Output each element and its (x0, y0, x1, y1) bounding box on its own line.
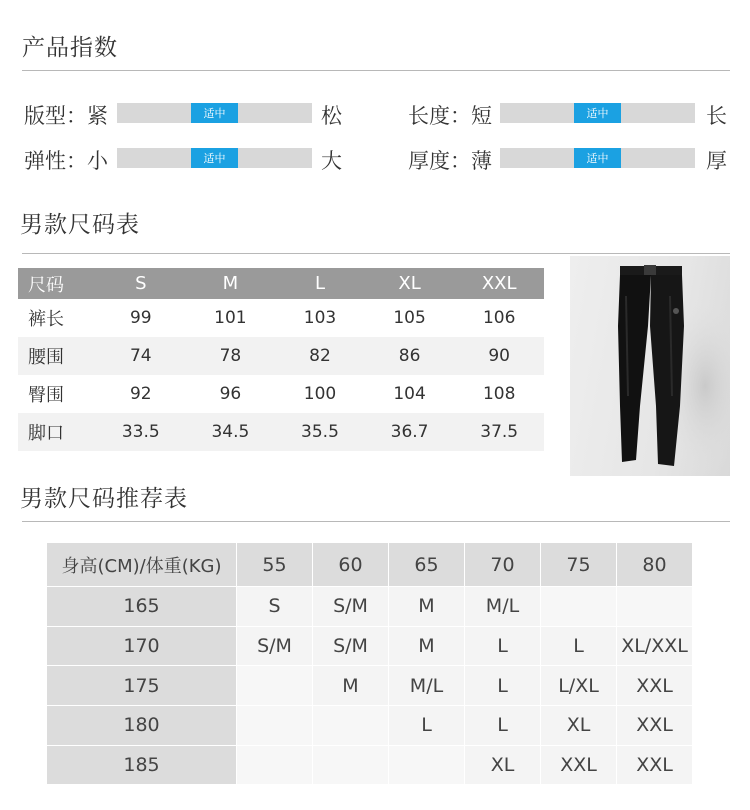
section-title-index: 产品指数 (22, 35, 118, 61)
table-row (18, 413, 544, 451)
recommend-cell (389, 746, 464, 785)
recommend-cell: XXL (541, 746, 616, 785)
recommend-cell (617, 587, 692, 626)
table-row (18, 375, 544, 413)
size-cell: 37.5 (454, 413, 544, 451)
size-cell: 92 (129, 384, 152, 404)
recommend-cell: S/M (313, 587, 388, 626)
weight-header: 80 (617, 543, 692, 586)
recommend-cell (541, 587, 616, 626)
index-mark-fit: 适中 (191, 103, 238, 123)
table-row (47, 666, 692, 705)
size-cell: 82 (275, 337, 365, 375)
divider (22, 70, 730, 71)
size-cell: 86 (365, 337, 455, 375)
weight-header: 65 (389, 543, 464, 586)
size-table (18, 268, 544, 451)
index-end-thickness: 厚 (706, 149, 727, 173)
table-row (18, 299, 544, 337)
table-row (47, 706, 692, 745)
size-header-cell: M (186, 268, 276, 299)
recommend-corner: 身高(CM)/体重(KG) (47, 543, 236, 586)
size-header-cell: 尺码 (18, 268, 96, 299)
index-mark-length: 适中 (574, 103, 621, 123)
recommend-cell: L/XL (541, 666, 616, 705)
recommend-cell (237, 746, 312, 785)
pants-photo-icon (570, 256, 730, 476)
section-title-size: 男款尺码表 (20, 212, 140, 238)
size-cell: 108 (482, 384, 516, 404)
recommend-cell: XXL (617, 706, 692, 745)
size-cell: 99 (129, 308, 152, 328)
size-cell: 36.7 (365, 413, 455, 451)
size-row-label: 臀围 (28, 385, 64, 406)
recommend-cell (313, 706, 388, 745)
size-header-cell: XL (365, 268, 455, 299)
size-cell: 103 (303, 308, 337, 328)
recommend-cell: S/M (237, 627, 312, 666)
recommend-cell: L (465, 666, 540, 705)
recommend-cell: L (465, 706, 540, 745)
index-label-stretch: 弹性：小 (24, 149, 108, 173)
index-end-stretch: 大 (321, 149, 342, 173)
recommend-cell: XL/XXL (617, 627, 692, 666)
size-cell: 78 (186, 337, 276, 375)
size-row-label: 裤长 (28, 309, 64, 330)
table-row (18, 337, 544, 375)
size-cell: 33.5 (96, 413, 186, 451)
divider (22, 253, 730, 254)
recommend-cell: L (465, 627, 540, 666)
recommend-cell (313, 746, 388, 785)
size-cell: 90 (454, 337, 544, 375)
table-row (47, 587, 692, 626)
recommend-header (47, 543, 692, 586)
weight-header: 55 (237, 543, 312, 586)
index-label-thickness: 厚度：薄 (408, 149, 492, 173)
recommend-table (46, 542, 693, 785)
height-label: 170 (47, 627, 236, 666)
recommend-cell: M/L (389, 666, 464, 705)
weight-header: 60 (313, 543, 388, 586)
product-photo (570, 256, 730, 476)
size-cell: 106 (482, 308, 516, 328)
size-cell: 35.5 (275, 413, 365, 451)
index-end-fit: 松 (321, 104, 342, 128)
size-header-cell: L (275, 268, 365, 299)
recommend-cell (237, 706, 312, 745)
index-mark-thickness: 适中 (574, 148, 621, 168)
recommend-cell: XXL (617, 746, 692, 785)
height-label: 185 (47, 746, 236, 785)
recommend-cell: M (389, 587, 464, 626)
recommend-cell: S/M (313, 627, 388, 666)
index-end-length: 长 (706, 104, 727, 128)
height-label: 165 (47, 587, 236, 626)
height-label: 175 (47, 666, 236, 705)
recommend-cell: L (541, 627, 616, 666)
recommend-cell: XL (541, 706, 616, 745)
size-cell: 101 (214, 308, 247, 328)
recommend-cell: S (237, 587, 312, 626)
recommend-cell (237, 666, 312, 705)
height-label: 180 (47, 706, 236, 745)
index-mark-stretch: 适中 (191, 148, 238, 168)
section-title-recommend: 男款尺码推荐表 (20, 486, 188, 512)
size-cell: 104 (393, 384, 426, 404)
size-table-header (18, 268, 544, 299)
size-row-label: 腰围 (18, 337, 96, 375)
table-row (47, 627, 692, 666)
recommend-cell: M (389, 627, 464, 666)
size-cell: 74 (96, 337, 186, 375)
divider (22, 521, 730, 522)
size-row-label: 脚口 (18, 413, 96, 451)
table-row (47, 746, 692, 785)
size-header-cell: S (96, 268, 186, 299)
size-cell: 105 (393, 308, 426, 328)
recommend-cell: M (313, 666, 388, 705)
size-header-cell: XXL (454, 268, 544, 299)
recommend-cell: L (389, 706, 464, 745)
weight-header: 75 (541, 543, 616, 586)
size-cell: 34.5 (186, 413, 276, 451)
size-cell: 100 (303, 384, 337, 404)
recommend-cell: M/L (465, 587, 540, 626)
index-label-length: 长度：短 (408, 104, 492, 128)
weight-header: 70 (465, 543, 540, 586)
index-label-fit: 版型：紧 (24, 104, 108, 128)
recommend-cell: XL (465, 746, 540, 785)
recommend-cell: XXL (617, 666, 692, 705)
size-cell: 96 (219, 384, 242, 404)
